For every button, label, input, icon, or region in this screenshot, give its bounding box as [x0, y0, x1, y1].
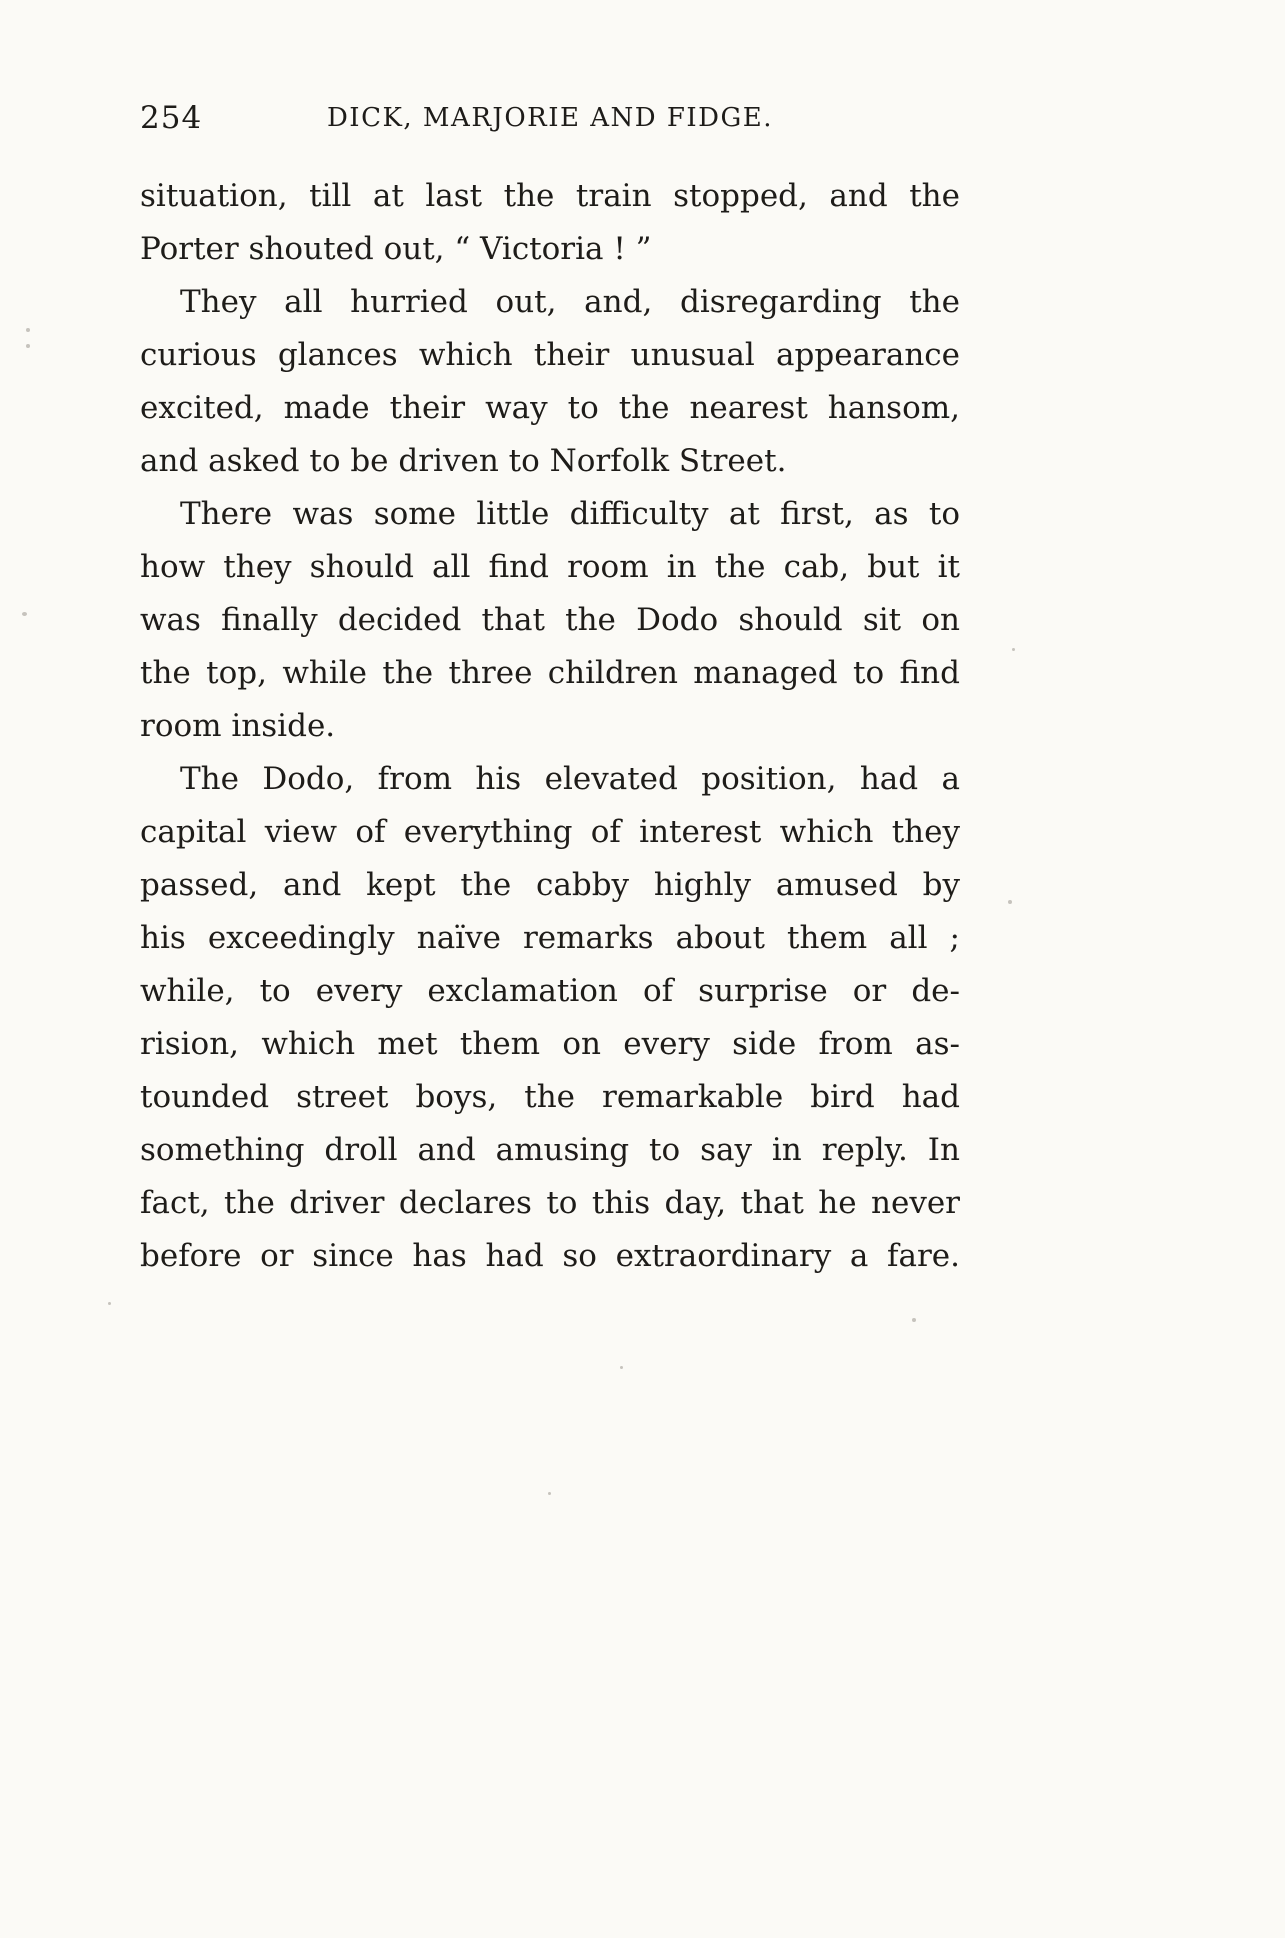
paragraph [140, 170, 960, 276]
text-line: something droll and amusing to say in reply. In [140, 1132, 960, 1168]
scan-speck [548, 1492, 551, 1495]
scan-speck [108, 1302, 111, 1305]
scan-speck [912, 1318, 916, 1322]
text-line: tounded street boys, the remarkable bird had [140, 1079, 960, 1115]
text-line: There was some little difficulty at first, as to [180, 496, 960, 532]
paragraph [140, 488, 960, 753]
paragraph [140, 753, 960, 1283]
text-column [140, 98, 960, 1283]
text-line: capital view of everything of interest which they [140, 814, 960, 850]
scan-speck [1008, 900, 1012, 904]
text-line: They all hurried out, and, disregarding the [180, 284, 960, 320]
text-line: before or since has had so extraordinary a fare. [140, 1238, 960, 1274]
scan-speck [1012, 648, 1015, 651]
running-title: DICK, MARJORIE AND FIDGE. [326, 103, 774, 133]
page-body [140, 170, 960, 1283]
text-line: rision, which met them on every side from as- [140, 1026, 960, 1062]
text-line: The Dodo, from his elevated position, had a [180, 761, 960, 797]
scan-speck [22, 612, 27, 616]
text-line: how they should all find room in the cab, but it [140, 549, 960, 585]
text-line: excited, made their way to the nearest hansom, [140, 390, 960, 426]
paragraph [140, 276, 960, 488]
text-line: situation, till at last the train stopped, and the [140, 178, 960, 214]
text-line: curious glances which their unusual appearance [140, 337, 960, 373]
scan-speck [26, 328, 30, 332]
page-number: 254 [140, 100, 203, 136]
scan-speck [620, 1366, 623, 1369]
text-line: was finally decided that the Dodo should sit on [140, 602, 960, 638]
text-line: Porter shouted out, “ Victoria ! ” [140, 231, 652, 267]
text-line: passed, and kept the cabby highly amused by [140, 867, 960, 903]
text-line: and asked to be driven to Norfolk Street. [140, 443, 787, 479]
text-line: the top, while the three children managed to find [140, 655, 960, 691]
page-header [140, 98, 960, 142]
text-line: his exceedingly naïve remarks about them all ; [140, 920, 960, 956]
text-line: room inside. [140, 708, 336, 744]
scan-speck [26, 344, 30, 348]
text-line: fact, the driver declares to this day, that he never [140, 1185, 960, 1221]
text-line: while, to every exclamation of surprise or de- [140, 973, 960, 1009]
